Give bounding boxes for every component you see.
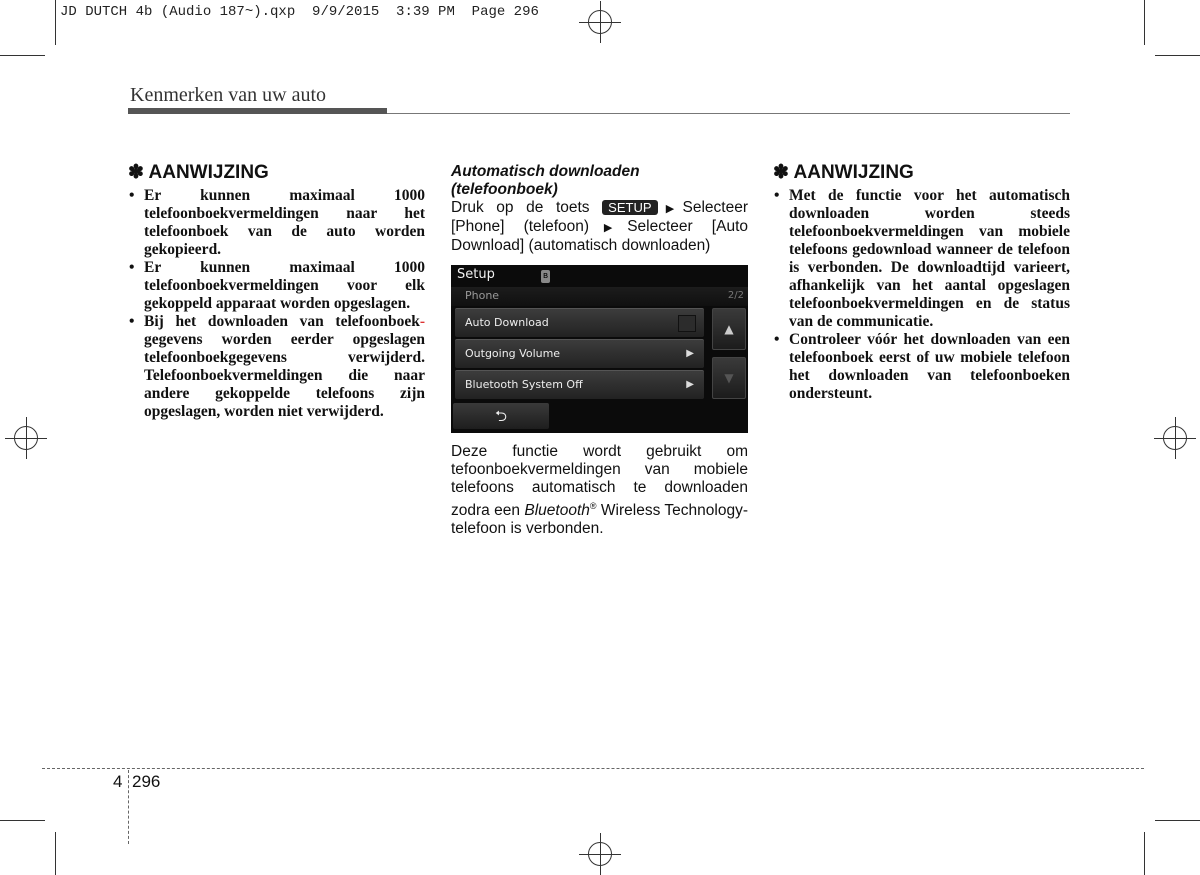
subheading xyxy=(451,163,748,199)
page-indicator: 2/2 xyxy=(727,290,744,301)
notice-list xyxy=(128,187,425,421)
footer-rule xyxy=(42,768,1144,769)
crop-mark xyxy=(1155,820,1200,821)
setup-screen xyxy=(451,265,748,433)
registered-mark: ® xyxy=(589,501,597,511)
registration-mark-bottom xyxy=(588,842,612,866)
crop-mark xyxy=(0,55,45,56)
print-slug: JD DUTCH 4b (Audio 187~).qxp 9/9/2015 3:39 PM Page 296 xyxy=(60,4,539,20)
description-text: Wireless Technology-telefoon is verbonden. xyxy=(451,502,748,538)
description-paragraph xyxy=(451,443,748,538)
crop-mark xyxy=(0,820,45,821)
chapter-number: 4 xyxy=(113,772,123,791)
middle-column xyxy=(451,163,748,255)
back-button[interactable]: ⮌ xyxy=(453,403,549,429)
footer-divider xyxy=(128,770,129,844)
list-item: • Er kunnen maximaal 1000 telefoonboekvermeldingen voor elk gekoppeld apparaat worden opgeslagen. xyxy=(128,259,425,313)
menu-item-label: Auto Download xyxy=(465,316,549,329)
instruction-text: Selecteer [Auto Download] (automatisch downloaden) xyxy=(451,218,748,254)
right-notice xyxy=(773,161,1070,403)
arrow-right-icon: ▶ xyxy=(589,222,628,234)
subheading-line: Automatisch downloaden xyxy=(451,163,640,180)
chevron-right-icon: ▶ xyxy=(686,348,694,359)
menu-item-label: Bluetooth System Off xyxy=(465,378,583,391)
section-title: Kenmerken van uw auto xyxy=(130,84,327,106)
setup-key: SETUP xyxy=(602,200,657,215)
menu-item-bluetooth-off[interactable] xyxy=(455,370,704,399)
screen-subtitle: Phone xyxy=(465,289,500,302)
list-item-text: gegevens worden eerder opgeslagen telefoonboekgegevens verwijderd. Telefoonboekvermeldingen die naar andere gekoppelde telefoons zijn opgeslagen, worden niet verwijderd. xyxy=(144,331,425,420)
screen-title: Setup xyxy=(457,267,495,282)
registration-mark-left xyxy=(14,426,38,450)
left-notice xyxy=(128,161,425,421)
instruction-text: Druk op de toets xyxy=(451,199,590,216)
bluetooth-word: Bluetooth xyxy=(524,502,590,520)
crop-mark xyxy=(55,832,56,875)
asterisk-icon: ✽ xyxy=(128,162,144,183)
list-item: • Met de functie voor het automatisch downloaden worden steeds telefoonboekvermeldingen van mobiele telefoons gedownload wanneer de telefoon is verbonden. De downloadtijd varieert, afhankelijk van het aantal opgeslagen telefoonboekvermeldingen en de status van de communicatie. xyxy=(773,187,1070,331)
list-item xyxy=(128,313,425,421)
list-item: • Er kunnen maximaal 1000 telefoonboekvermeldingen naar het telefoonboek van de auto worden gekopieerd. xyxy=(128,187,425,259)
notice-list xyxy=(773,187,1070,403)
checkbox[interactable] xyxy=(678,315,696,332)
header-rule-thick xyxy=(128,108,387,114)
crop-mark xyxy=(1144,832,1145,875)
page-number: 296 xyxy=(132,772,161,791)
arrow-right-icon: ▶ xyxy=(657,203,683,215)
notice-heading-text: AANWIJZING xyxy=(793,162,914,183)
instruction-paragraph xyxy=(451,199,748,255)
red-hyphen: - xyxy=(419,313,425,330)
scroll-down-button[interactable]: ▼ xyxy=(712,357,746,399)
asterisk-icon: ✽ xyxy=(773,162,789,183)
menu-item-outgoing-volume[interactable] xyxy=(455,339,704,368)
instruction-text: Selecteer [Phone] (telefoon) xyxy=(451,199,748,235)
list-item: • Controleer vóór het downloaden van een telefoonboek eerst of uw mobiele telefoon het downloaden van telefoonboeken ondersteunt. xyxy=(773,331,1070,403)
registration-mark-right xyxy=(1163,426,1187,450)
notice-heading xyxy=(773,161,1070,184)
header-rule-thin xyxy=(387,113,1070,114)
crop-mark xyxy=(1155,55,1200,56)
list-item-text: Bij het downloaden van telefoonboek xyxy=(144,313,420,330)
screen-subheader xyxy=(451,287,748,306)
menu-item-auto-download[interactable] xyxy=(455,308,704,337)
crop-mark xyxy=(1144,0,1145,45)
menu-item-label: Outgoing Volume xyxy=(465,347,561,360)
registration-mark-top xyxy=(588,10,612,34)
bluetooth-icon: ʙ xyxy=(542,271,549,281)
chevron-right-icon: ▶ xyxy=(686,379,694,390)
scroll-up-button[interactable]: ▲ xyxy=(712,308,746,350)
description-text: Deze functie wordt gebruikt om tefoonboekvermeldingen van mobiele telefoons automatisch te downloaden zodra een xyxy=(451,443,748,520)
subheading-line: (telefoonboek) xyxy=(451,181,558,198)
notice-heading-text: AANWIJZING xyxy=(148,162,269,183)
notice-heading xyxy=(128,161,425,184)
crop-mark xyxy=(55,0,56,45)
